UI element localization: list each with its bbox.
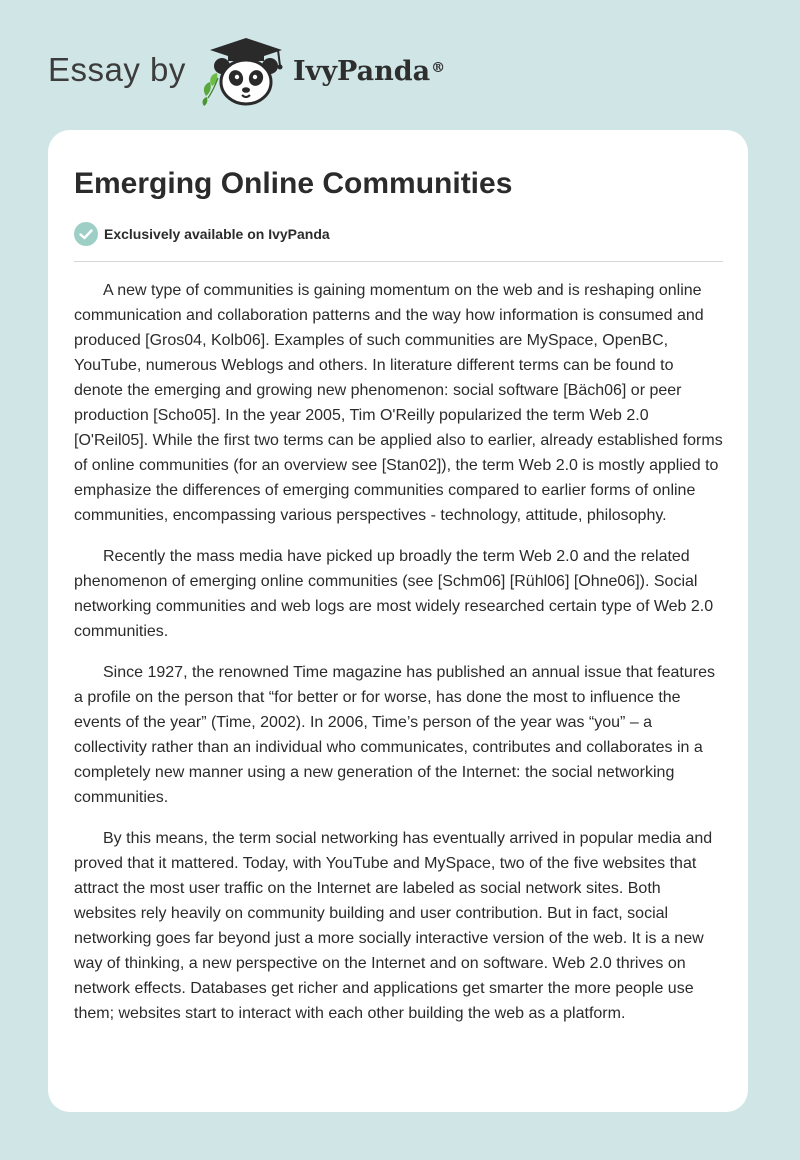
registered-mark: ® <box>431 60 446 76</box>
exclusive-badge-label: Exclusively available on IvyPanda <box>104 226 330 242</box>
page-title: Emerging Online Communities <box>74 167 513 200</box>
check-circle-icon <box>74 222 98 246</box>
paragraph: A new type of communities is gaining momentum on the web and is reshaping online communication and collaboration patterns and the way how information is consumed and produced [Gros04, Kolb06]. Examples of such communities are MySpace, OpenBC, YouTube, numerous Weblogs and others. In literature different terms can be found to denote the emerging and growing new phenomenon: social software [Bäch06] or peer production [Scho05]. In the year 2005, Tim O'Reilly popularized the term Web 2.0 [O'Reil05]. While the first two terms can be applied also to earlier, already established forms of online communities (for an overview see [Stan02]), the term Web 2.0 is mostly applied to emphasize the differences of emerging communities compared to earlier forms of online communities, encompassing various perspectives - technology, attitude, philosophy. <box>74 282 723 524</box>
exclusive-badge <box>74 222 330 246</box>
paragraph: Recently the mass media have picked up broadly the term Web 2.0 and the related phenomenon of emerging online communities (see [Schm06] [Rühl06] [Ohne06]). Social networking communities and web logs are most widely researched certain type of Web 2.0 communities. <box>74 548 714 640</box>
essay-card <box>48 130 748 1112</box>
essay-by-label: Essay by <box>48 51 186 88</box>
site-header <box>0 0 800 120</box>
title-divider <box>74 261 723 262</box>
brand-text: IvyPanda <box>293 56 431 87</box>
essay-body <box>74 278 726 1042</box>
paragraph: Since 1927, the renowned Time magazine has published an annual issue that features a profile on the person that “for better or for worse, has done the most to influence the events of the year” (Time, 2002). In 2006, Time’s person of the year was “you” – a collectivity rather than an individual who communicates, contributes and collaborates in a completely new manner using a new generation of the Internet: the social networking communities. <box>74 664 715 806</box>
ivypanda-logo-icon[interactable] <box>198 36 288 108</box>
paragraph: By this means, the term social networking has eventually arrived in popular media and proved that it mattered. Today, with YouTube and MySpace, two of the five websites that attract the most user traffic on the Internet are labeled as social network sites. Both websites rely heavily on community building and user contribution. But in fact, social networking goes far beyond just a more socially interactive version of the web. It is a new way of thinking, a new perspective on the Internet and on software. Web 2.0 thrives on network effects. Databases get richer and applications get smarter the more people use them; websites start to interact with each other building the web as a platform. <box>74 830 713 1022</box>
brand-name[interactable] <box>293 54 445 90</box>
